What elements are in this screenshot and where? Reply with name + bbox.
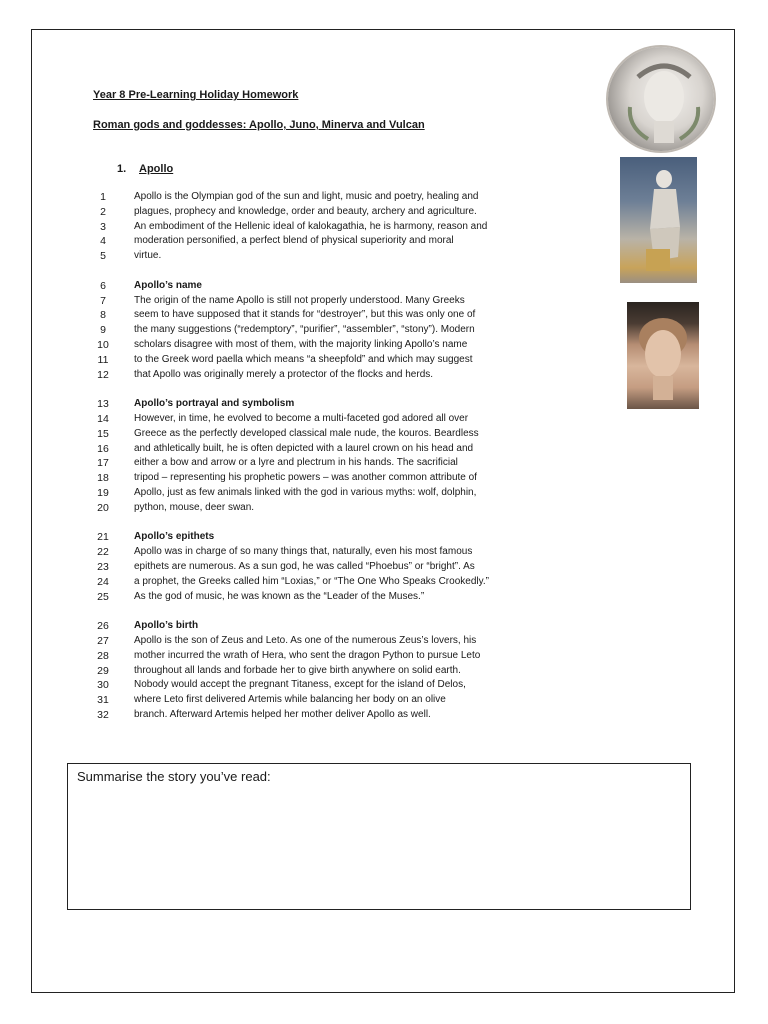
- line-number: 20: [97, 501, 109, 514]
- section-heading: [117, 163, 173, 175]
- line-number: 1: [100, 191, 106, 203]
- line-text: branch. Afterward Artemis helped her mother deliver Apollo as well.: [134, 708, 431, 720]
- line-number: 29: [97, 664, 109, 677]
- summary-answer-box[interactable]: [67, 763, 691, 910]
- line-text: the many suggestions (“redemptory”, “purifier”, “assembler”, “stony”). Modern: [134, 324, 475, 336]
- line-number: 11: [97, 353, 109, 366]
- line-text: mother incurred the wrath of Hera, who sent the dragon Python to pursue Leto: [134, 649, 481, 661]
- line-text: to the Greek word paella which means “a sheepfold” and which may suggest: [134, 353, 473, 365]
- line-number: 8: [100, 309, 106, 322]
- line-number: 15: [97, 427, 109, 440]
- line-text: As the god of music, he was known as the “Leader of the Muses.”: [134, 590, 425, 602]
- subheading-line: [90, 397, 530, 412]
- section-label: Apollo: [139, 163, 174, 175]
- subheading-text: Apollo’s name: [134, 279, 202, 291]
- text-line: [90, 220, 530, 235]
- subheading-line: [90, 619, 530, 634]
- apollo-statue-image: [620, 157, 697, 283]
- subheading-text: Apollo’s portrayal and symbolism: [134, 398, 295, 410]
- line-number: 10: [97, 338, 109, 351]
- line-number: 25: [97, 590, 109, 603]
- text-line: [90, 205, 530, 220]
- text-line: [90, 590, 530, 605]
- line-text: An embodiment of the Hellenic ideal of kalokagathia, he is harmony, reason and: [134, 220, 488, 232]
- line-number: 6: [100, 279, 106, 292]
- line-number: 14: [97, 412, 109, 425]
- line-number: 4: [100, 235, 106, 248]
- line-number: 9: [100, 324, 106, 337]
- line-text: Apollo was in charge of so many things that, naturally, even his most famous: [134, 546, 473, 558]
- line-text: a prophet, the Greeks called him “Loxias,” or “The One Who Speaks Crookedly.”: [134, 575, 489, 587]
- text-line: [90, 708, 530, 723]
- line-spacer: [90, 516, 530, 531]
- line-spacer: [90, 264, 530, 279]
- text-line: [90, 190, 530, 205]
- text-line: [90, 353, 530, 368]
- text-line: [90, 560, 530, 575]
- line-text: Apollo, just as few animals linked with the god in various myths: wolf, dolphin,: [134, 486, 477, 498]
- line-number: 27: [97, 634, 109, 647]
- line-number: 22: [97, 546, 109, 559]
- line-text: plagues, prophecy and knowledge, order and beauty, archery and agriculture.: [134, 205, 477, 217]
- line-text: virtue.: [134, 250, 162, 262]
- text-line: [90, 456, 530, 471]
- text-line: [90, 634, 530, 649]
- text-line: [90, 649, 530, 664]
- subheading-text: Apollo’s epithets: [134, 531, 215, 543]
- line-text: and athletically built, he is often depicted with a laurel crown on his head and: [134, 442, 474, 454]
- text-line: [90, 412, 530, 427]
- line-number: 19: [97, 486, 109, 499]
- line-text: python, mouse, deer swan.: [134, 501, 255, 513]
- text-line: [90, 678, 530, 693]
- line-text: epithets are numerous. As a sun god, he was called “Phoebus” or “bright”. As: [134, 560, 475, 572]
- line-number: 17: [97, 457, 109, 470]
- text-line: [90, 368, 530, 383]
- document-subtitle: Roman gods and goddesses: Apollo, Juno, Minerva and Vulcan: [93, 119, 425, 131]
- line-text: throughout all lands and forbade her to give birth anywhere on solid earth.: [134, 664, 461, 676]
- line-number: 18: [97, 472, 109, 485]
- line-text: Greece as the perfectly developed classical male nude, the kouros. Beardless: [134, 427, 479, 439]
- text-line: [90, 427, 530, 442]
- line-text: where Leto first delivered Artemis while balancing her body on an olive: [134, 694, 446, 706]
- line-number: 23: [97, 560, 109, 573]
- line-text: either a bow and arrow or a lyre and plectrum in his hands. The sacrificial: [134, 457, 458, 469]
- line-text: Apollo is the son of Zeus and Leto. As one of the numerous Zeus’s lovers, his: [134, 634, 477, 646]
- text-line: [90, 693, 530, 708]
- line-number: 31: [97, 694, 109, 707]
- line-number: 13: [97, 398, 109, 411]
- subheading-text: Apollo’s birth: [134, 620, 199, 632]
- line-number: 28: [97, 649, 109, 662]
- line-number: 3: [100, 220, 106, 233]
- line-number: 5: [100, 250, 106, 263]
- text-line: [90, 294, 530, 309]
- text-line: [90, 575, 530, 590]
- section-number: 1.: [117, 163, 127, 175]
- line-text: Nobody would accept the pregnant Titaness, except for the island of Delos,: [134, 679, 466, 691]
- text-line: [90, 234, 530, 249]
- document-title: Year 8 Pre-Learning Holiday Homework: [93, 89, 299, 101]
- text-line: [90, 249, 530, 264]
- line-text: tripod – representing his prophetic powers – was another common attribute of: [134, 472, 477, 484]
- text-line: [90, 501, 530, 516]
- apollo-laurel-bust-image: [608, 47, 714, 151]
- text-line: [90, 664, 530, 679]
- text-line: [90, 338, 530, 353]
- line-spacer: [90, 382, 530, 397]
- text-line: [90, 486, 530, 501]
- text-line: [90, 471, 530, 486]
- line-text: that Apollo was originally merely a protector of the flocks and herds.: [134, 368, 434, 380]
- line-number: 21: [97, 531, 109, 544]
- line-number: 7: [100, 294, 106, 307]
- line-number: 2: [100, 205, 106, 218]
- line-number: 26: [97, 620, 109, 633]
- line-text: The origin of the name Apollo is still not properly understood. Many Greeks: [134, 294, 465, 306]
- line-number: 30: [97, 679, 109, 692]
- line-text: scholars disagree with most of them, with the majority linking Apollo’s name: [134, 338, 468, 350]
- subheading-line: [90, 279, 530, 294]
- line-number: 12: [97, 368, 109, 381]
- line-text: However, in time, he evolved to become a multi-faceted god adored all over: [134, 412, 469, 424]
- text-line: [90, 323, 530, 338]
- line-text: Apollo is the Olympian god of the sun and light, music and poetry, healing and: [134, 191, 479, 202]
- line-text: seem to have supposed that it stands for “destroyer”, but this was only one of: [134, 309, 476, 321]
- summary-prompt: Summarise the story you’ve read:: [77, 769, 271, 784]
- line-number: 24: [97, 575, 109, 588]
- line-number: 32: [97, 708, 109, 721]
- text-line: [90, 545, 530, 560]
- numbered-text: [90, 190, 530, 723]
- subheading-line: [90, 530, 530, 545]
- line-number: 16: [97, 442, 109, 455]
- apollo-head-image: [627, 302, 699, 409]
- text-line: [90, 308, 530, 323]
- text-line: [90, 442, 530, 457]
- line-spacer: [90, 604, 530, 619]
- line-text: moderation personified, a perfect blend of physical superiority and moral: [134, 235, 454, 247]
